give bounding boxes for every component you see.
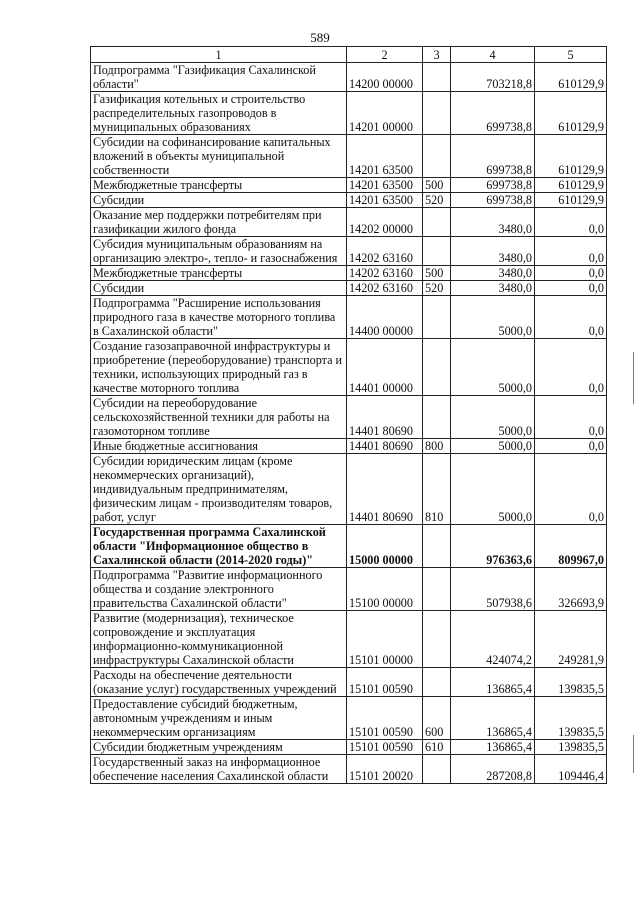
row-name-cell: Оказание мер поддержки потребителям при газификации жилого фонда	[91, 208, 347, 237]
row-code-cell: 14201 63500	[347, 193, 423, 208]
row-code-cell: 14401 80690	[347, 439, 423, 454]
row-code-cell: 14201 63500	[347, 135, 423, 178]
table-row	[91, 296, 607, 339]
row-code-cell: 14202 00000	[347, 208, 423, 237]
row-type-cell	[423, 296, 451, 339]
row-code-cell: 14202 63160	[347, 281, 423, 296]
row-value-2019-cell: 424074,2	[451, 611, 535, 668]
row-value-2019-cell: 5000,0	[451, 454, 535, 525]
row-type-cell	[423, 755, 451, 784]
row-type-cell	[423, 63, 451, 92]
row-value-2019-cell: 976363,6	[451, 525, 535, 568]
row-type-cell	[423, 339, 451, 396]
row-value-2019-cell: 136865,4	[451, 740, 535, 755]
row-value-2020-cell: 0,0	[535, 339, 607, 396]
row-name-cell: Межбюджетные трансферты	[91, 266, 347, 281]
row-code-cell: 14201 63500	[347, 178, 423, 193]
table-row	[91, 63, 607, 92]
row-value-2020-cell: 809967,0	[535, 525, 607, 568]
row-name-cell: Межбюджетные трансферты	[91, 178, 347, 193]
row-value-2019-cell: 507938,6	[451, 568, 535, 611]
row-code-cell: 14200 00000	[347, 63, 423, 92]
header-cell-3: 3	[423, 47, 451, 63]
row-name-cell: Подпрограмма "Газификация Сахалинской области"	[91, 63, 347, 92]
row-code-cell: 15101 00590	[347, 697, 423, 740]
row-value-2019-cell: 5000,0	[451, 396, 535, 439]
row-value-2020-cell: 139835,5	[535, 697, 607, 740]
row-value-2020-cell: 0,0	[535, 237, 607, 266]
row-name-cell: Государственная программа Сахалинской области "Информационное общество в Сахалинской области (2014-2020 годы)"	[91, 525, 347, 568]
header-row	[91, 47, 607, 63]
table-row	[91, 755, 607, 784]
row-code-cell: 15101 00590	[347, 740, 423, 755]
row-type-cell: 600	[423, 697, 451, 740]
row-name-cell: Газификация котельных и строительство распределительных газопроводов в муниципальных образованиях	[91, 92, 347, 135]
row-name-cell: Субсидии	[91, 193, 347, 208]
row-code-cell: 14202 63160	[347, 237, 423, 266]
row-code-cell: 14401 00000	[347, 339, 423, 396]
table-row	[91, 668, 607, 697]
row-name-cell: Развитие (модернизация), техническое сопровождение и эксплуатация информационно-коммуникационной инфраструктуры Сахалинской области	[91, 611, 347, 668]
row-value-2020-cell: 610129,9	[535, 63, 607, 92]
row-value-2019-cell: 3480,0	[451, 208, 535, 237]
row-type-cell	[423, 237, 451, 266]
table-row	[91, 92, 607, 135]
row-type-cell: 500	[423, 266, 451, 281]
table-row	[91, 568, 607, 611]
row-value-2019-cell: 136865,4	[451, 668, 535, 697]
row-type-cell	[423, 92, 451, 135]
page-number: 589	[310, 30, 330, 45]
table-row	[91, 454, 607, 525]
row-value-2019-cell: 136865,4	[451, 697, 535, 740]
row-value-2020-cell: 610129,9	[535, 135, 607, 178]
row-value-2020-cell: 249281,9	[535, 611, 607, 668]
table-row	[91, 281, 607, 296]
row-value-2019-cell: 699738,8	[451, 193, 535, 208]
table-row	[91, 237, 607, 266]
row-name-cell: Предоставление субсидий бюджетным, автономным учреждениям и иным некоммерческим организациям	[91, 697, 347, 740]
row-code-cell: 14401 80690	[347, 454, 423, 525]
row-name-cell: Субсидии на софинансирование капитальных вложений в объекты муниципальной собственности	[91, 135, 347, 178]
row-type-cell	[423, 208, 451, 237]
row-value-2020-cell: 326693,9	[535, 568, 607, 611]
row-value-2020-cell: 610129,9	[535, 178, 607, 193]
table-row	[91, 439, 607, 454]
table-row	[91, 525, 607, 568]
row-value-2019-cell: 703218,8	[451, 63, 535, 92]
row-type-cell: 800	[423, 439, 451, 454]
row-value-2019-cell: 3480,0	[451, 266, 535, 281]
row-type-cell: 610	[423, 740, 451, 755]
row-code-cell: 14401 80690	[347, 396, 423, 439]
table-row	[91, 740, 607, 755]
row-value-2019-cell: 287208,8	[451, 755, 535, 784]
row-type-cell	[423, 525, 451, 568]
row-name-cell: Субсидия муниципальным образованиям на организацию электро-, тепло- и газоснабжения	[91, 237, 347, 266]
row-name-cell: Субсидии	[91, 281, 347, 296]
budget-table	[90, 46, 607, 784]
row-name-cell: Подпрограмма "Расширение использования природного газа в качестве моторного топлива в Сахалинской области"	[91, 296, 347, 339]
header-cell-4: 4	[451, 47, 535, 63]
row-code-cell: 14201 00000	[347, 92, 423, 135]
row-value-2019-cell: 5000,0	[451, 296, 535, 339]
table-row	[91, 611, 607, 668]
scan-edge-mark	[633, 352, 634, 404]
row-value-2020-cell: 139835,5	[535, 668, 607, 697]
row-value-2020-cell: 610129,9	[535, 193, 607, 208]
row-name-cell: Подпрограмма "Развитие информационного общества и создание электронного правительства Сахалинской области"	[91, 568, 347, 611]
row-value-2019-cell: 699738,8	[451, 135, 535, 178]
row-type-cell	[423, 611, 451, 668]
table-row	[91, 135, 607, 178]
table-row	[91, 697, 607, 740]
header-cell-2: 2	[347, 47, 423, 63]
row-code-cell: 15101 20020	[347, 755, 423, 784]
row-value-2020-cell: 0,0	[535, 266, 607, 281]
table-row	[91, 396, 607, 439]
row-code-cell: 15000 00000	[347, 525, 423, 568]
table-row	[91, 193, 607, 208]
row-name-cell: Субсидии на переоборудование сельскохозяйственной техники для работы на газомоторном топливе	[91, 396, 347, 439]
header-cell-5: 5	[535, 47, 607, 63]
row-value-2020-cell: 0,0	[535, 296, 607, 339]
row-value-2020-cell: 0,0	[535, 439, 607, 454]
row-value-2019-cell: 5000,0	[451, 339, 535, 396]
table-row	[91, 266, 607, 281]
row-type-cell: 520	[423, 193, 451, 208]
row-type-cell	[423, 668, 451, 697]
row-type-cell	[423, 568, 451, 611]
row-value-2019-cell: 3480,0	[451, 281, 535, 296]
row-value-2020-cell: 0,0	[535, 396, 607, 439]
row-value-2020-cell: 0,0	[535, 281, 607, 296]
row-code-cell: 15100 00000	[347, 568, 423, 611]
header-cell-1: 1	[91, 47, 347, 63]
row-name-cell: Создание газозаправочной инфраструктуры и приобретение (переоборудование) транспорта и техники, использующих природный газ в качестве моторного топлива	[91, 339, 347, 396]
row-code-cell: 15101 00590	[347, 668, 423, 697]
row-name-cell: Субсидии юридическим лицам (кроме некоммерческих организаций), индивидуальным предпринимателям, физическим лицам - производителям товаров, работ, услуг	[91, 454, 347, 525]
row-value-2020-cell: 610129,9	[535, 92, 607, 135]
row-type-cell: 500	[423, 178, 451, 193]
row-type-cell: 520	[423, 281, 451, 296]
row-value-2019-cell: 3480,0	[451, 237, 535, 266]
row-value-2020-cell: 0,0	[535, 208, 607, 237]
row-name-cell: Субсидии бюджетным учреждениям	[91, 740, 347, 755]
row-value-2020-cell: 139835,5	[535, 740, 607, 755]
table-row	[91, 208, 607, 237]
row-type-cell: 810	[423, 454, 451, 525]
row-code-cell: 14400 00000	[347, 296, 423, 339]
row-type-cell	[423, 135, 451, 178]
row-value-2019-cell: 699738,8	[451, 92, 535, 135]
row-name-cell: Расходы на обеспечение деятельности (оказание услуг) государственных учреждений	[91, 668, 347, 697]
row-name-cell: Государственный заказ на информационное обеспечение населения Сахалинской области	[91, 755, 347, 784]
scan-edge-mark	[633, 735, 634, 773]
row-value-2019-cell: 699738,8	[451, 178, 535, 193]
table-row	[91, 178, 607, 193]
row-value-2020-cell: 109446,4	[535, 755, 607, 784]
row-value-2019-cell: 5000,0	[451, 439, 535, 454]
row-name-cell: Иные бюджетные ассигнования	[91, 439, 347, 454]
row-code-cell: 14202 63160	[347, 266, 423, 281]
table-row	[91, 339, 607, 396]
row-code-cell: 15101 00000	[347, 611, 423, 668]
row-value-2020-cell: 0,0	[535, 454, 607, 525]
row-type-cell	[423, 396, 451, 439]
